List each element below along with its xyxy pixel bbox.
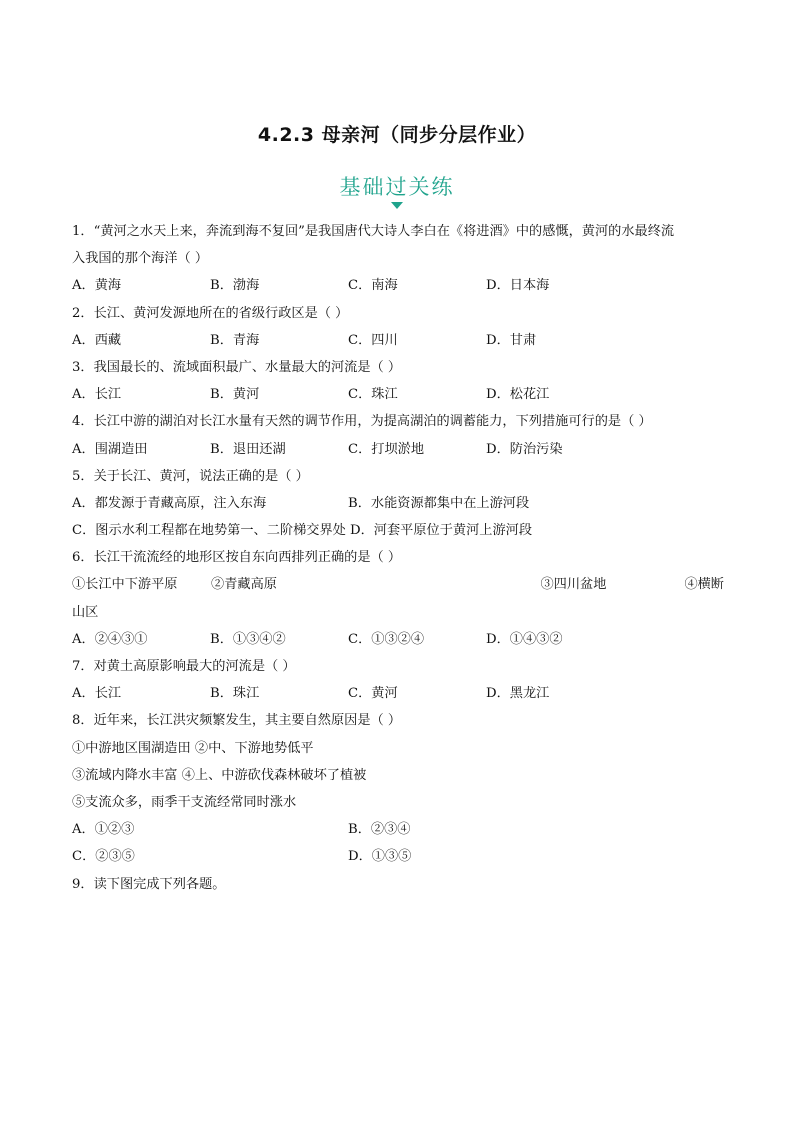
option-c: C．黄河 <box>348 686 398 702</box>
question-2-stem: 2．长江、黄河发源地所在的省级行政区是（ ） <box>72 305 349 321</box>
option-d: D．防治污染 <box>486 441 563 457</box>
option-c: C．①③②④ <box>348 631 425 647</box>
option-b: B．黄河 <box>210 387 260 403</box>
option-a: A．长江 <box>72 387 122 403</box>
question-8-statements-1: ①中游地区围湖造田 ②中、下游地势低平 <box>72 740 314 756</box>
question-3-options <box>72 381 724 408</box>
option-d: D．松花江 <box>486 387 550 403</box>
question-6-items <box>72 571 724 598</box>
option-d: D．①④③② <box>486 631 563 647</box>
option-c: C．南海 <box>348 278 398 294</box>
option-c: C．②③⑤ <box>72 849 135 865</box>
option-d: D．甘肃 <box>486 332 537 348</box>
question-4-options <box>72 436 724 463</box>
option-b: B．青海 <box>210 332 260 348</box>
option-a: A．黄海 <box>72 278 122 294</box>
question-8-options-row-1 <box>72 816 724 843</box>
question-1-line-1: 1．“黄河之水天上来，奔流到海不复回”是我国唐代大诗人李白在《将进酒》中的感慨，黄河的水最终流 <box>72 224 675 239</box>
section-label: 基础过关练 <box>339 175 455 199</box>
option-b: B．退田还湖 <box>210 441 286 457</box>
question-2-options <box>72 327 724 354</box>
option-b: B．水能资源都集中在上游河段 <box>348 495 530 511</box>
question-6-options <box>72 626 724 653</box>
option-b: B．①③④② <box>210 631 286 647</box>
option-c: C．打坝淤地 <box>348 441 425 457</box>
option-a: A．西藏 <box>72 332 122 348</box>
option-b: B．渤海 <box>210 278 260 294</box>
question-5-stem: 5．关于长江、黄河，说法正确的是（ ） <box>72 468 309 484</box>
question-3-stem: 3．我国最长的、流域面积最广、水量最大的河流是（ ） <box>72 359 402 375</box>
option-a: A．②④③① <box>72 631 148 647</box>
question-7-options <box>72 680 724 707</box>
question-4-stem: 4．长江中游的湖泊对长江水量有天然的调节作用，为提高湖泊的调蓄能力，下列措施可行的是（ ） <box>72 414 652 430</box>
option-a: A．都发源于青藏高原，注入东海 <box>72 495 267 511</box>
option-a: A．围湖造田 <box>72 441 148 457</box>
question-6-stem: 6．长江干流流经的地形区按自东向西排列正确的是（ ） <box>72 550 402 566</box>
statement-2: ②青藏高原 <box>211 577 277 593</box>
question-9-stem: 9．读下图完成下列各题。 <box>72 876 226 892</box>
triangle-down-icon <box>391 202 403 209</box>
option-c: C．四川 <box>348 332 398 348</box>
question-5-options-row-1 <box>72 490 724 517</box>
option-a: A．①②③ <box>72 822 135 838</box>
option-a: A．长江 <box>72 686 122 702</box>
question-6-items-tail: 山区 <box>72 604 99 620</box>
page-title: 4.2.3 母亲河（同步分层作业） <box>257 124 537 146</box>
question-8-statements-3: ⑤支流众多，雨季干支流经常同时涨水 <box>72 794 297 810</box>
statement-1: ①长江中下游平原 ②青藏高原 <box>72 577 277 593</box>
option-d: D．黑龙江 <box>486 686 550 702</box>
question-8-options-row-2 <box>72 843 724 870</box>
statement-3-4 <box>541 571 725 598</box>
question-8-statements-2: ③流域内降水丰富 ④上、中游砍伐森林破坏了植被 <box>72 767 367 783</box>
statement-3: ③四川盆地 <box>540 577 607 593</box>
option-b: B．②③④ <box>348 822 411 838</box>
question-list <box>72 218 724 898</box>
option-c: C．珠江 <box>348 387 398 403</box>
question-5-options-row-2: C．图示水利工程都在地势第一、二阶梯交界处 D．河套平原位于黄河上游河段 <box>72 523 533 539</box>
option-d: D．①③⑤ <box>348 849 412 865</box>
option-d: D．日本海 <box>486 278 550 294</box>
statement-4: ④横断 <box>684 577 724 593</box>
question-7-stem: 7．对黄土高原影响最大的河流是（ ） <box>72 659 296 674</box>
question-1-options <box>72 272 724 299</box>
section-header <box>0 171 794 209</box>
question-8-stem: 8．近年来，长江洪灾频繁发生，其主要自然原因是（ ） <box>72 713 402 729</box>
option-b: B．珠江 <box>210 686 260 702</box>
question-1-line-2: 入我国的那个海洋（ ） <box>72 251 209 267</box>
